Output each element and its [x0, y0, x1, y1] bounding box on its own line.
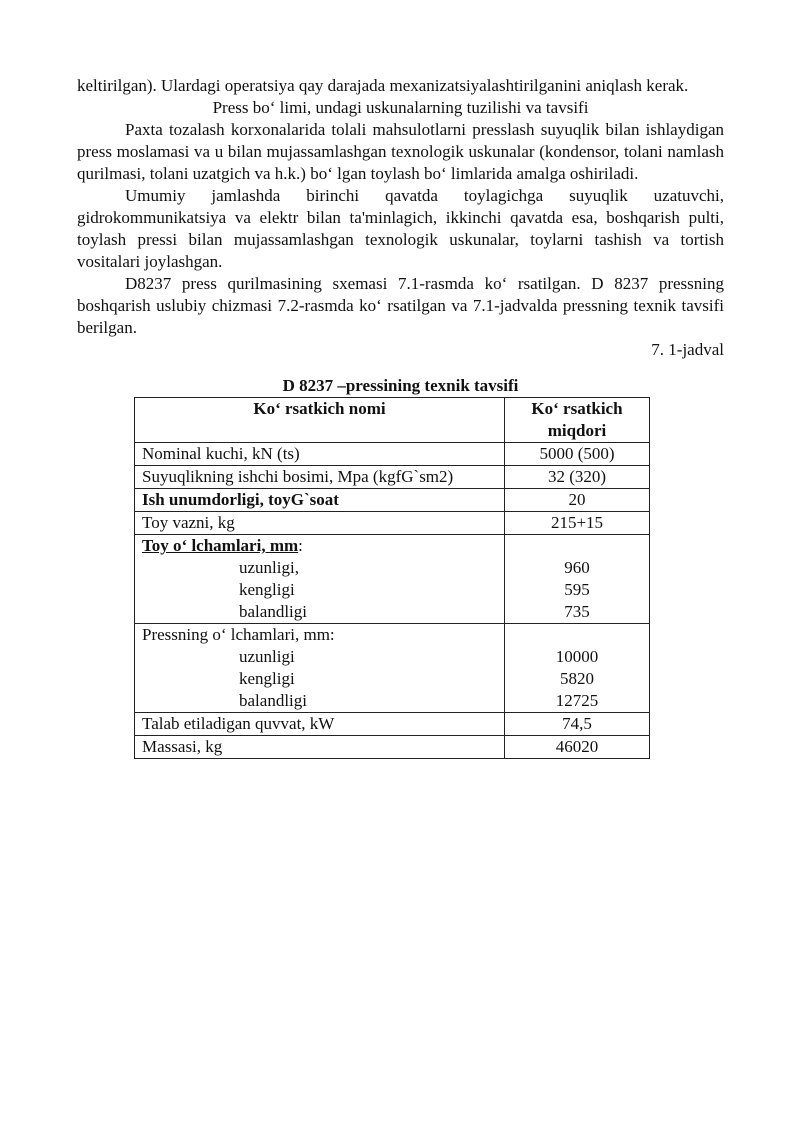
row-value: 20 [505, 489, 650, 512]
bale-height-label: balandligi [239, 602, 307, 621]
table-row [135, 736, 650, 759]
row-name: Nominal kuchi, kN (ts) [135, 443, 505, 466]
table-row [135, 713, 650, 736]
paragraph-intro: keltirilgan). Ulardagi operatsiya qay darajada mexanizatsiyalashtirilganini aniqlash kerak. [77, 76, 689, 95]
table-row [135, 512, 650, 535]
bale-width-label: kengligi [239, 580, 295, 599]
bale-dimensions-values [505, 535, 650, 624]
row-name: Suyuqlikning ishchi bosimi, Mpa (kgfG`sm2) [135, 466, 505, 489]
press-dimensions-values [505, 624, 650, 713]
bale-height-value: 735 [564, 602, 590, 621]
bale-dimensions-cell [135, 535, 505, 624]
press-width-label: kengligi [239, 669, 295, 688]
row-value: 74,5 [505, 713, 650, 736]
press-length-value: 10000 [555, 647, 599, 666]
table-header-row [135, 398, 650, 443]
table-title: D 8237 –pressining texnik tavsifi [282, 376, 519, 395]
row-name: Ish unumdorligi, toyG`soat [135, 489, 505, 512]
section-heading: Press bo‘ limi, undagi uskunalarning tuzilishi va tavsifi [212, 98, 589, 117]
header-name: Ko‘ rsatkich nomi [135, 398, 505, 443]
row-value: 215+15 [505, 512, 650, 535]
document-page [77, 75, 724, 756]
press-length-label: uzunligi [239, 647, 295, 666]
bale-dimensions-colon: : [298, 536, 303, 555]
paragraph-1: Paxta tozalash korxonalarida tolali mahsulotlarni presslash suyuqlik bilan ishlaydigan press moslamasi va u bilan mujassamlashgan texnologik uskunalar (kondensor, tolani namlash qurilmasi, tolani uzatgich va h.k.) bo‘ lgan toylash bo‘ limlarida amalga oshiriladi. [77, 120, 724, 183]
table-row [135, 443, 650, 466]
row-name: Massasi, kg [135, 736, 505, 759]
row-name: Talab etiladigan quvvat, kW [135, 713, 505, 736]
row-value: 32 (320) [505, 466, 650, 489]
press-dimensions-cell [135, 624, 505, 713]
press-width-value: 5820 [560, 669, 594, 688]
paragraph-3: D8237 press qurilmasining sxemasi 7.1-rasmda ko‘ rsatilgan. D 8237 pressning boshqarish uslubiy chizmasi 7.2-rasmda ko‘ rsatilgan va 7.1-jadvalda pressning texnik tavsifi berilgan. [77, 274, 724, 337]
bale-dimensions-label: Toy o‘ lchamlari, mm [142, 536, 299, 555]
table-row [135, 489, 650, 512]
press-height-value: 12725 [555, 691, 599, 710]
header-value: Ko‘ rsatkich miqdori [505, 398, 650, 443]
row-value: 46020 [505, 736, 650, 759]
bale-width-value: 595 [564, 580, 590, 599]
bale-length-label: uzunligi, [239, 558, 299, 577]
table-row [135, 466, 650, 489]
row-value: 5000 (500) [505, 443, 650, 466]
paragraph-2: Umumiy jamlashda birinchi qavatda toylagichga suyuqlik uzatuvchi, gidrokommunikatsiya va elektr bilan ta'minlagich, ikkinchi qavatda esa, boshqarish pulti, toylash pressi bilan mujassamlashgan texnologik uskunalar, toylarni tashish va tortish vositalari joylashgan. [77, 186, 724, 271]
table-row-bale-dimensions [135, 535, 650, 624]
press-height-label: balandligi [239, 691, 307, 710]
row-name: Toy vazni, kg [135, 512, 505, 535]
press-dimensions-label: Pressning o‘ lchamlari, mm: [142, 625, 335, 644]
bale-length-value: 960 [564, 558, 590, 577]
table-reference: 7. 1-jadval [651, 340, 724, 359]
specification-table [134, 397, 650, 759]
table-row-press-dimensions [135, 624, 650, 713]
